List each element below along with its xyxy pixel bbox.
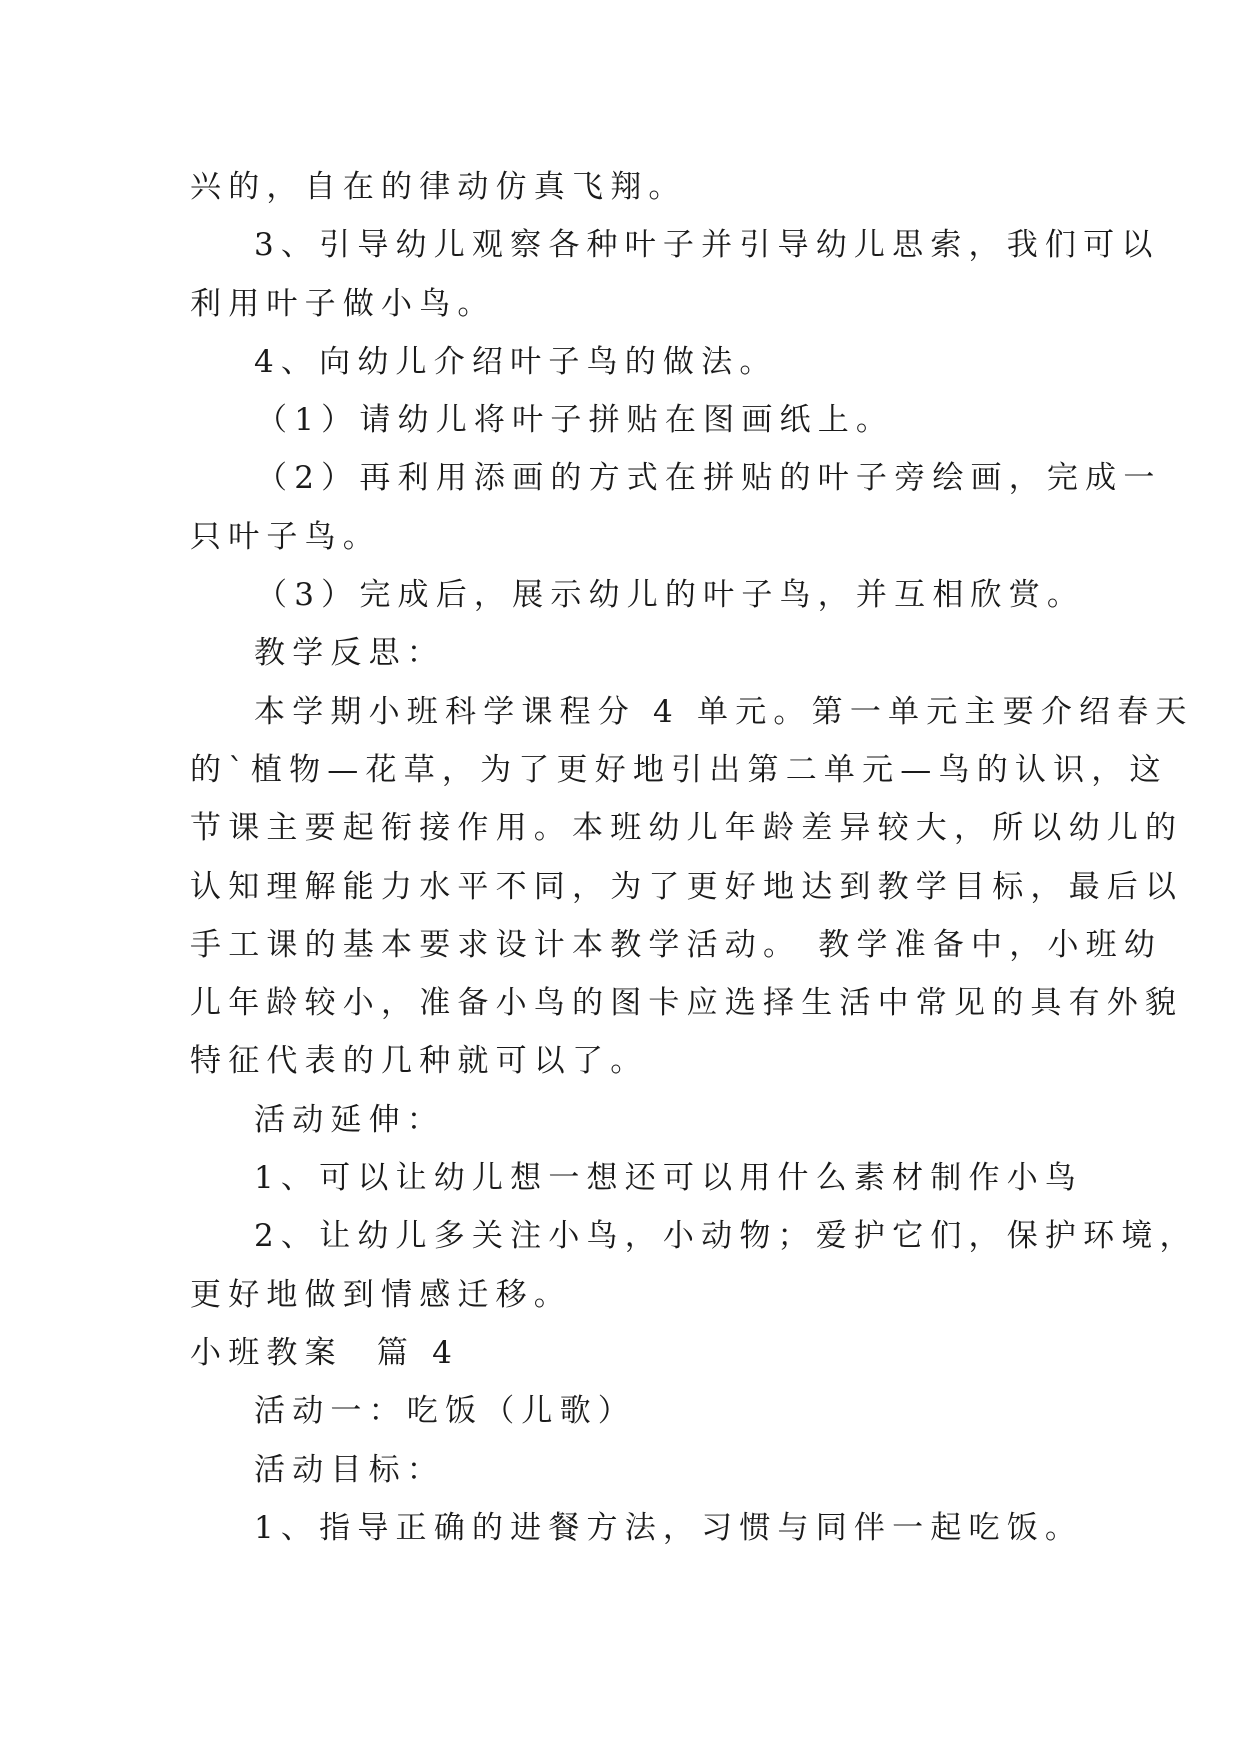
text-line: 2、让幼儿多关注小鸟，小动物；爱护它们，保护环境， <box>254 1218 1198 1255</box>
chapter-heading: 小班教案 篇 4 <box>190 1334 460 1371</box>
text-line: 手工课的基本要求设计本教学活动。 教学准备中，小班幼 <box>190 926 1163 963</box>
text-line: 1、可以让幼儿想一想还可以用什么素材制作小鸟 <box>254 1160 1084 1197</box>
text-line: 3、引导幼儿观察各种叶子并引导幼儿思索，我们可以 <box>254 227 1160 264</box>
text-line: 儿年龄较小，准备小鸟的图卡应选择生活中常见的具有外貌 <box>190 985 1184 1022</box>
text-line: （1）请幼儿将叶子拼贴在图画纸上。 <box>256 402 895 439</box>
text-line: 本学期小班科学课程分 4 单元。第一单元主要介绍春天 <box>254 693 1194 730</box>
section-heading: 教学反思： <box>254 635 445 672</box>
text-line: 4、向幼儿介绍叶子鸟的做法。 <box>254 343 778 380</box>
section-heading: 活动一：吃饭（儿歌） <box>254 1393 636 1430</box>
text-line: 节课主要起衔接作用。本班幼儿年龄差异较大，所以幼儿的 <box>190 810 1184 847</box>
text-line: 特征代表的几种就可以了。 <box>190 1043 649 1080</box>
text-line: 利用叶子做小鸟。 <box>190 285 496 322</box>
text-line: 更好地做到情感迁移。 <box>190 1276 572 1313</box>
text-line: 1、指导正确的进餐方法，习惯与同伴一起吃饭。 <box>254 1509 1084 1546</box>
text-line: （3）完成后，展示幼儿的叶子鸟，并互相欣赏。 <box>256 577 1086 614</box>
section-heading: 活动延伸： <box>254 1101 445 1138</box>
text-line: （2）再利用添画的方式在拼贴的叶子旁绘画，完成一 <box>256 460 1162 497</box>
section-heading: 活动目标： <box>254 1451 445 1488</box>
document-page <box>190 158 1198 1557</box>
text-line: 认知理解能力水平不同，为了更好地达到教学目标，最后以 <box>190 868 1184 905</box>
text-line: 的`植物—花草，为了更好地引出第二单元—鸟的认识，这 <box>190 751 1168 788</box>
text-line: 只叶子鸟。 <box>190 518 381 555</box>
text-line: 兴的，自在的律动仿真飞翔。 <box>190 169 687 205</box>
